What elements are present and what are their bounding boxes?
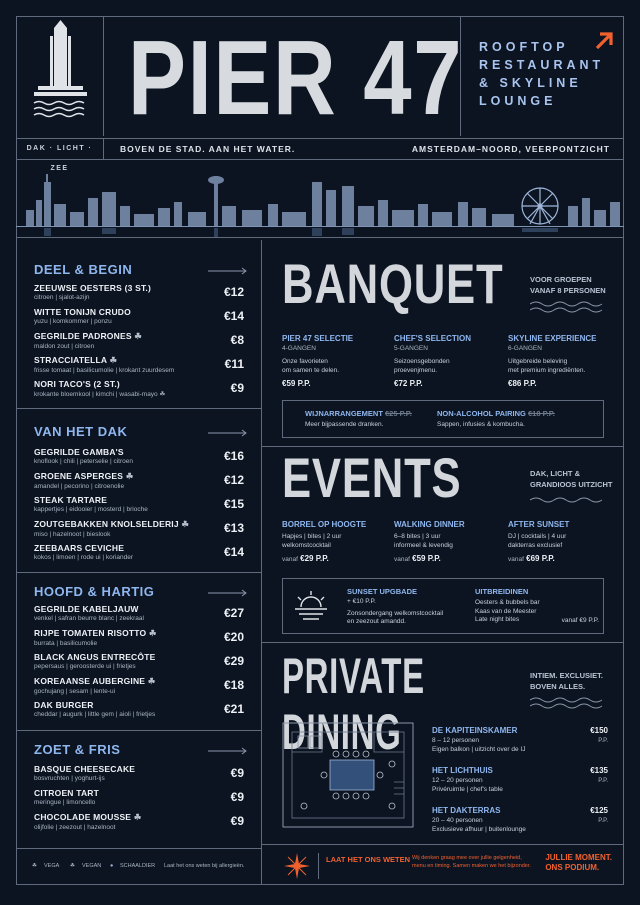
item-description: pepersaus | geroosterde ui | frietjes [34, 663, 136, 670]
section-title: ZOET & FRIS [34, 742, 121, 757]
item-name: GEGRILDE KABELJAUW [34, 604, 139, 614]
extend-options [475, 587, 599, 625]
arrow-up-right-icon [593, 30, 615, 52]
nonalc-pairing-name: NON-ALCOHOL PAIRING [437, 409, 526, 418]
price-value: €69 P.P. [526, 554, 555, 563]
item-name-text: STRACCIATELLA [34, 355, 107, 365]
item-name [34, 519, 244, 530]
subtitle-line: RESTAURANT [479, 58, 605, 72]
arrow-right-icon [208, 589, 248, 597]
item-name: ZEEBAARS CEVICHE [34, 543, 125, 553]
room-price-value: €135 [590, 766, 608, 775]
option-price: €72 P.P. [394, 379, 423, 388]
legend-shellfish: SCHAALDIER [120, 863, 156, 869]
footer-slogan [545, 853, 612, 873]
desc-line: Seizoensgebonden [394, 358, 450, 365]
item-description: olijfolie | zeezout | hazelnoot [34, 824, 116, 831]
nonalc-pairing-description: Sappen, infusies & kombucha. [437, 421, 525, 428]
sprout-icon: ☘ [70, 863, 75, 869]
leaf-icon: ☘ [147, 676, 156, 686]
slogan-line: ONS PODIUM. [545, 863, 600, 872]
item-price: €16 [223, 449, 244, 463]
menu-item [34, 628, 244, 647]
desc-line: Kaas van de Meester [475, 607, 537, 615]
item-name: DAK BURGER [34, 700, 94, 710]
event-extras-box [282, 578, 604, 634]
option-name: PIER 47 SELECTIE [282, 334, 354, 343]
menu-item [34, 604, 244, 622]
private-dining-title: PRIVATE DINING [282, 648, 425, 760]
option-price: €86 P.P. [508, 379, 537, 388]
note-line: BOVEN ALLES. [530, 682, 586, 691]
sunset-icon [293, 589, 329, 623]
room-price-unit: P.P. [598, 778, 608, 784]
room-price [590, 766, 608, 786]
note-line: VOOR GROEPEN [530, 275, 592, 284]
sunset-upgrade-title: SUNSET UPGBADE [347, 587, 418, 596]
item-price: €9 [230, 814, 244, 828]
option-description [508, 358, 620, 375]
subtitle-block [460, 16, 624, 136]
right-column [262, 240, 624, 885]
contact-text [412, 855, 531, 870]
events-title: EVENTS [282, 446, 462, 509]
item-name [34, 331, 244, 342]
tagline-bar [16, 138, 624, 172]
menu-item [34, 788, 244, 806]
allergy-note: Laat het ons weten bij allergieën. [164, 863, 245, 869]
city-skyline-icon [16, 162, 624, 238]
option-description [282, 533, 392, 550]
room-details [432, 777, 608, 794]
leaf-icon: ☘ [125, 471, 134, 481]
extend-title: UITBREIDINEN [475, 587, 529, 596]
text-line: menu en timing. Samen maken we het bijzonder. [412, 862, 531, 869]
leaf-icon: ☘ [181, 519, 190, 529]
room-details [432, 737, 608, 754]
item-name: BLACK ANGUS ENTRECÔTE [34, 652, 156, 662]
item-name-text: RIJPE TOMATEN RISOTTO [34, 628, 147, 638]
room-price-unit: P.P. [598, 818, 608, 824]
room-name: HET LICHTHUIS [432, 766, 493, 775]
note-line: GRANDIOOS UITZICHT [530, 480, 613, 489]
event-option [508, 520, 618, 563]
option-price: €59 P.P. [282, 379, 311, 388]
item-name [34, 812, 244, 823]
option-price [508, 554, 618, 563]
item-price: €14 [223, 545, 244, 559]
dietary-legend [16, 848, 262, 885]
option-price [394, 554, 504, 563]
legend-vega: VEGA [44, 863, 60, 869]
menu-item [34, 331, 244, 350]
menu-item [34, 495, 244, 513]
extend-price [562, 617, 599, 624]
desc-line: Onze favorieten [282, 358, 328, 365]
menu-item [34, 764, 244, 782]
wine-pairing-price: €25 P.P. [385, 409, 412, 418]
note-line: VANAF 8 PERSONEN [530, 286, 606, 295]
leaf-icon: ☘ [32, 863, 37, 869]
divider [16, 730, 262, 731]
private-dining-note [530, 670, 603, 692]
option-name: AFTER SUNSET [508, 520, 570, 529]
desc-line: en zeezout amandd. [347, 618, 406, 625]
item-description: kokos | limoen | rode ui | koriander [34, 554, 134, 561]
banquet-option [508, 334, 620, 388]
item-price: €14 [223, 309, 244, 323]
item-name: ZEEUWSE OESTERS (3 ST.) [34, 283, 152, 293]
divider [262, 642, 624, 643]
menu-item [34, 471, 244, 490]
item-price: €9 [230, 790, 244, 804]
desc-line: Oesters & bubbels bar [475, 599, 540, 606]
room-price [590, 726, 608, 746]
menu-item [34, 307, 244, 325]
item-description: maldon zout | citroen [34, 343, 95, 350]
item-price: €15 [223, 497, 244, 511]
room-price-value: €150 [590, 726, 608, 735]
room-guests: 20 – 40 personen [432, 817, 483, 824]
item-description: burrata | basilicumolie [34, 640, 98, 647]
floor-plan-icon [282, 722, 414, 828]
tower-logo-icon [16, 16, 104, 136]
option-description [394, 358, 504, 375]
sunset-upgrade [347, 587, 467, 627]
section-title: VAN HET DAK [34, 424, 128, 439]
nonalc-pairing [437, 409, 555, 430]
contact-footer [262, 844, 624, 885]
room-description: Exclusieve afhuur | buitenlounge [432, 825, 526, 833]
room-name: DE KAPITEINSKAMER [432, 726, 518, 735]
item-description-text: krokante bloemkool | kimchi | wasabi-mayo [34, 391, 158, 398]
item-name-text: GEGRILDE PADRONES [34, 331, 132, 341]
item-name: CITROEN TART [34, 788, 100, 798]
leaf-icon: ☘ [148, 628, 157, 638]
divider [16, 408, 262, 409]
menu-item [34, 355, 244, 374]
events-note [530, 468, 613, 490]
room-guests: 8 – 12 personen [432, 737, 479, 744]
option-description [508, 533, 618, 550]
item-price: €27 [223, 606, 244, 620]
logo [16, 16, 104, 136]
item-description [34, 390, 244, 398]
menu-item [34, 652, 244, 670]
food-menu [16, 240, 262, 885]
item-price: €21 [223, 702, 244, 716]
menu-item [34, 812, 244, 831]
option-name: BORREL OP HOOGTE [282, 520, 367, 529]
tagline-right: AMSTERDAM–NOORD, VEERPONTZICHT [411, 144, 610, 154]
option-name: SKYLINE EXPERIENCE [508, 334, 597, 343]
menu-item [34, 543, 244, 561]
room-price-value: €125 [590, 806, 608, 815]
legend-vegan: VEGAN [82, 863, 102, 869]
item-name: NORI TACO'S (2 ST.) [34, 379, 120, 389]
item-description: amandel | pecorino | citroenolie [34, 483, 125, 490]
price-from: vanaf [394, 556, 410, 563]
item-name [34, 628, 244, 639]
option-description [282, 358, 392, 375]
desc-line: met premium ingrediënten. [508, 366, 586, 374]
subtitle-line: LOUNGE [479, 94, 557, 108]
option-courses: 6-GANGEN [508, 345, 542, 352]
item-description: venkel | safran beurre blanc | zeekraal [34, 615, 144, 622]
item-description: kappertjes | eidooier | mosterd | brioche [34, 506, 148, 513]
menu-item [34, 447, 244, 465]
item-description: frisse tomaat | basilicumolie | krokant zuurdesem [34, 367, 175, 374]
item-description: bosvruchten | yoghurt-ijs [34, 775, 105, 782]
option-courses: 4-GANGEN [282, 345, 316, 352]
menu-item [34, 519, 244, 538]
item-price: €11 [224, 357, 244, 371]
menu-item [34, 700, 244, 718]
sunset-upgrade-price: + €10 P.P. [347, 598, 376, 605]
item-description: miso | hazelnoot | bieslook [34, 531, 111, 538]
tagline-left: DAK · LICHT · ZEE [16, 139, 104, 159]
item-name: BASQUE CHEESECAKE [34, 764, 136, 774]
event-option [394, 520, 504, 563]
desc-line: Hapjes | bites | 2 uur [282, 533, 342, 540]
item-name [34, 471, 244, 482]
divider [16, 572, 262, 573]
item-description: gochujang | sesam | lente-ui [34, 688, 116, 695]
room-price-unit: P.P. [598, 738, 608, 744]
slogan-line: JULLIE MOMENT. [545, 853, 612, 862]
item-price: €29 [223, 654, 244, 668]
desc-line: informeel & levendig [394, 541, 453, 549]
item-price: €18 [223, 678, 244, 692]
item-name: WITTE TONIJN CRUDO [34, 307, 131, 317]
option-description [394, 533, 504, 550]
subtitle-line: ROOFTOP [479, 40, 569, 54]
item-name-text: KOREAANSE AUBERGINE [34, 676, 146, 686]
leaf-icon: ☘ [133, 812, 142, 822]
menu-item [34, 379, 244, 398]
note-line: INTIEM. EXCLUSIET. [530, 671, 603, 680]
room-guests: 12 – 20 personen [432, 777, 483, 784]
menu-item [34, 283, 244, 301]
option-price [282, 554, 392, 563]
desc-line: Late night bites [475, 616, 520, 623]
menu-item [34, 676, 244, 695]
price-from: vanaf [282, 556, 298, 563]
option-name: CHEF'S SELECTION [394, 334, 472, 343]
item-description: knoflook | chili | peterselie | citroen [34, 458, 134, 465]
item-name-text: CHOCOLADE MOUSSE [34, 812, 132, 822]
sunset-upgrade-description [347, 610, 467, 627]
room-description: Privéruimte | chef's table [432, 785, 503, 793]
item-price: €12 [223, 285, 244, 299]
option-name: WALKING DINNER [394, 520, 465, 529]
leaf-icon: ☘ [159, 391, 166, 398]
room-price [590, 806, 608, 826]
drinks-pairing-box [282, 400, 604, 438]
event-option [282, 520, 392, 563]
section-title: DEEL & BEGIN [34, 262, 133, 277]
desc-line: 6–8 bites | 3 uur [394, 533, 441, 540]
desc-line: proevenjmenu. [394, 366, 437, 374]
wine-pairing-name: WIJNARRANGEMENT [305, 409, 383, 418]
shellfish-icon: ● [110, 863, 114, 869]
item-description: yuzu | komkommer | ponzu [34, 318, 112, 325]
compass-star-icon [284, 853, 310, 879]
room-description: Eigen balkon | uitzicht over de IJ [432, 745, 526, 753]
price-value: €29 P.P. [300, 554, 329, 563]
item-description: cheddar | augurk | little gem | aioli | frietjes [34, 711, 156, 718]
brand-title: PIER 47 [128, 19, 464, 137]
arrow-right-icon [208, 267, 248, 275]
desc-line: Uitgebreide beleving [508, 358, 568, 365]
desc-line: DJ | cocktails | 4 uur [508, 533, 567, 540]
banquet-title: BANQUET [282, 252, 504, 315]
item-price: €8 [230, 333, 244, 347]
tagline-middle: BOVEN DE STAD. AAN HET WATER. [120, 144, 296, 154]
wine-pairing-title [305, 409, 412, 418]
leaf-icon: ☘ [109, 355, 118, 365]
price-value: €9 P.P. [579, 617, 599, 624]
subtitle-lines [479, 38, 604, 110]
wave-lines-icon [530, 496, 608, 504]
skyline-illustration [16, 162, 624, 238]
item-name [34, 355, 244, 366]
text-line: Wij denken graag mee over jullie gelgenheid, [412, 855, 522, 861]
price-value: €59 P.P. [412, 554, 441, 563]
contact-cta: LAAT HET ONS WETEN [326, 855, 411, 864]
room-option [432, 806, 608, 834]
arrow-right-icon [208, 429, 248, 437]
item-name: GEGRILDE GAMBA'S [34, 447, 124, 457]
item-description: meringue | limoncello [34, 799, 96, 806]
desc-line: Zonsondergang welkomstcocktail [347, 609, 444, 617]
leaf-icon: ☘ [134, 331, 143, 341]
item-name: STEAK TARTARE [34, 495, 108, 505]
header [16, 16, 624, 138]
item-price: €20 [223, 630, 244, 644]
room-name: HET DAKTERRAS [432, 806, 501, 815]
item-description: citroen | sjalot-azijn [34, 294, 90, 301]
room-details [432, 817, 608, 834]
item-price: €9 [230, 381, 244, 395]
item-price: €9 [230, 766, 244, 780]
note-line: DAK, LICHT & [530, 469, 580, 478]
desc-line: om samen te delen. [282, 366, 340, 374]
price-from: vanaf [561, 617, 578, 624]
item-price: €12 [223, 473, 244, 487]
price-from: vanaf [508, 556, 524, 563]
room-option [432, 766, 608, 794]
banquet-option [282, 334, 392, 388]
nonalc-pairing-price: €18 P.P. [527, 409, 555, 418]
arrow-right-icon [208, 747, 248, 755]
desc-line: dakterras exclusief [508, 541, 563, 549]
banquet-option [394, 334, 504, 388]
section-title: HOOFD & HARTIG [34, 584, 155, 599]
desc-line: welkomstcocktail [282, 541, 331, 549]
wine-pairing-description: Meer bijpassende dranken. [305, 421, 384, 428]
option-courses: 5-GANGEN [394, 345, 428, 352]
nonalc-pairing-title [437, 409, 555, 418]
wine-pairing [305, 409, 412, 430]
room-option [432, 726, 608, 754]
wave-lines-icon [530, 696, 608, 710]
item-price: €13 [223, 521, 244, 535]
divider [318, 853, 319, 879]
subtitle-line: & SKYLINE [479, 76, 582, 90]
item-name-text: ZOUTGEBAKKEN KNOLSELDERIJ [34, 519, 179, 529]
wave-lines-icon [530, 300, 608, 314]
item-name-text: GROENE ASPERGES [34, 471, 124, 481]
item-name [34, 676, 244, 687]
banquet-note [530, 274, 606, 296]
